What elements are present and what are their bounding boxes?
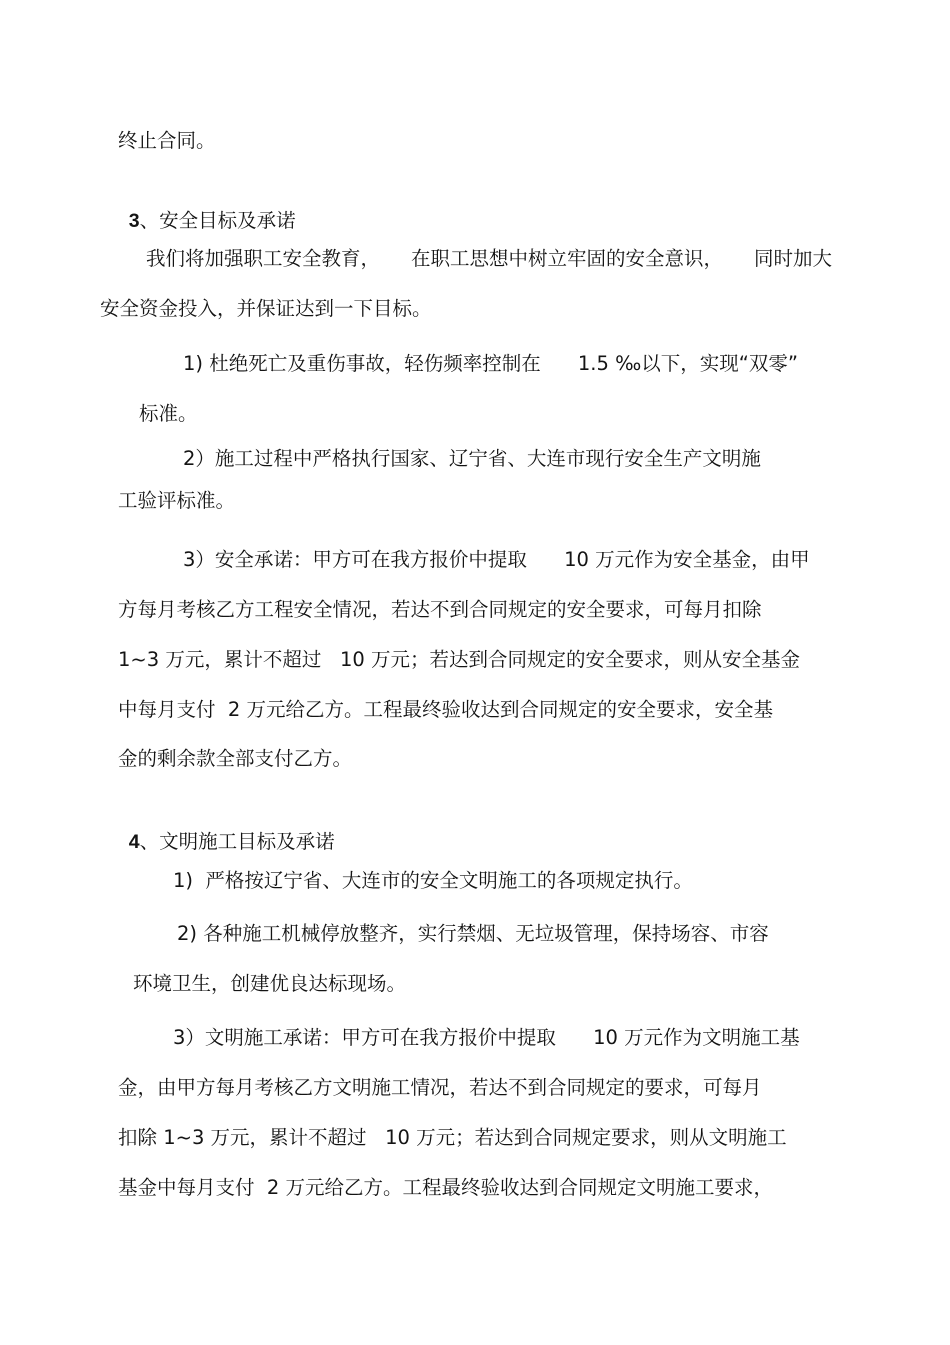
list-item-line: 扣除 1~3 万元，累计不超过 10 万元；若达到合同规定要求，则从文明施工 [118,1126,787,1149]
paragraph-line: 我们将加强职工安全教育， 在职工思想中树立牢固的安全意识， 同时加大 [146,247,832,270]
section-heading-3: 3、安全目标及承诺 [128,208,296,232]
section-number: 4 [128,830,140,853]
list-item-line: 金，由甲方每月考核乙方文明施工情况，若达不到合同规定的要求，可每月 [118,1076,762,1099]
list-item-line: 1) 严格按辽宁省、大连市的安全文明施工的各项规定执行。 [173,869,693,892]
section-heading-4: 4、文明施工目标及承诺 [128,829,335,853]
list-item-line: 1) 杜绝死亡及重伤事故，轻伤频率控制在 1.5 ‰以下，实现“双零” [183,352,798,375]
list-item-line: 方每月考核乙方工程安全情况，若达不到合同规定的安全要求，可每月扣除 [118,598,762,621]
list-item-line: 3）文明施工承诺：甲方可在我方报价中提取 10 万元作为文明施工基 [173,1026,800,1049]
list-item-line: 中每月支付 2 万元给乙方。工程最终验收达到合同规定的安全要求，安全基 [118,698,774,721]
list-item-line: 1~3 万元，累计不超过 10 万元；若达到合同规定的安全要求，则从安全基金 [118,648,800,671]
list-item-line: 工验评标准。 [118,489,236,512]
list-item-line: 3）安全承诺：甲方可在我方报价中提取 10 万元作为安全基金，由甲 [183,548,810,571]
list-item-line: 基金中每月支付 2 万元给乙方。工程最终验收达到合同规定文明施工要求， [118,1176,774,1199]
paragraph-line: 安全资金投入，并保证达到一下目标。 [100,297,432,320]
list-item-line: 金的剩余款全部支付乙方。 [118,747,353,770]
list-item-line: 2) 各种施工机械停放整齐，实行禁烟、无垃圾管理，保持场容、市容 [177,922,769,945]
list-item-line: 标准。 [139,402,198,425]
section-number: 3 [128,209,140,232]
section-title: 安全目标及承诺 [159,208,296,232]
list-item-line: 环境卫生，创建优良达标现场。 [133,972,407,995]
list-item-line: 2）施工过程中严格执行国家、辽宁省、大连市现行安全生产文明施 [183,447,761,470]
section-title: 文明施工目标及承诺 [159,829,335,853]
paragraph-line: 终止合同。 [118,129,216,152]
